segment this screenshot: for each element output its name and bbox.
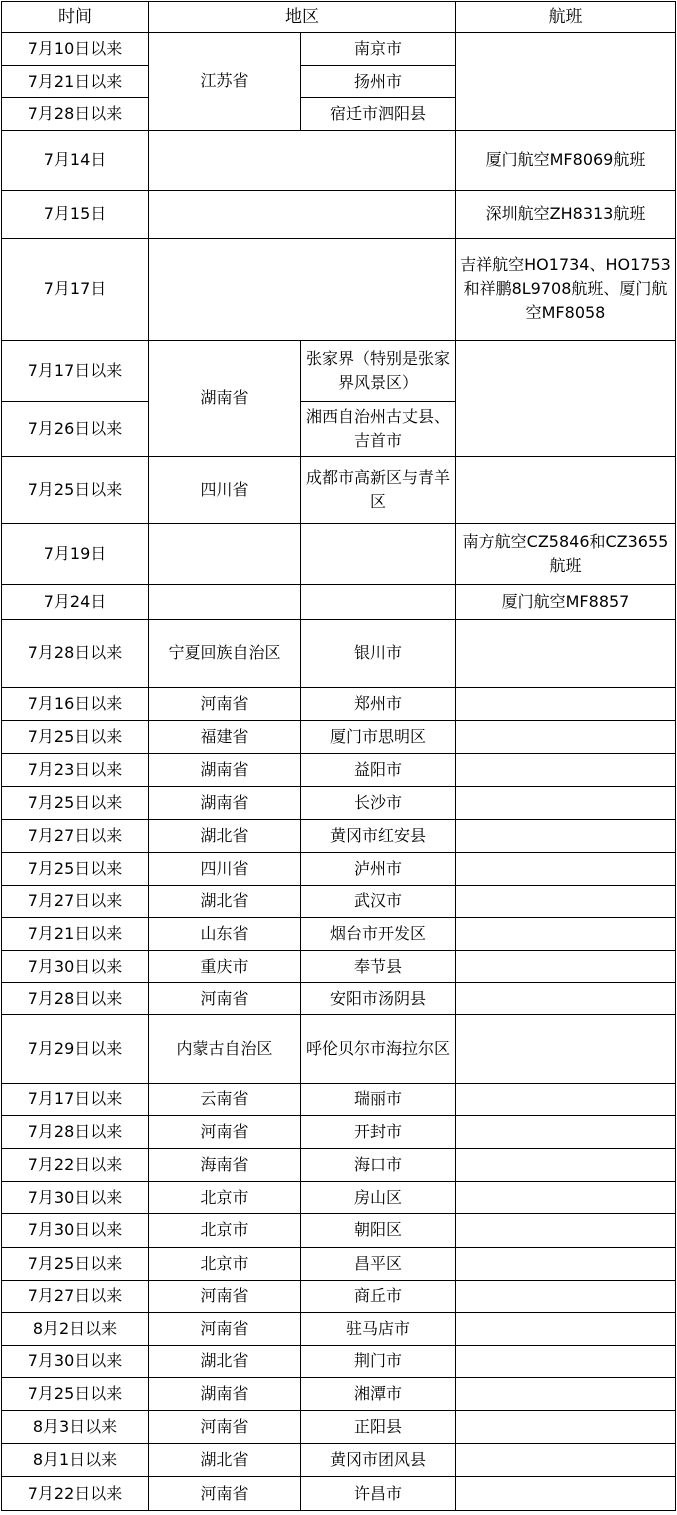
province-cell: 河南省 [149, 1477, 301, 1511]
time-cell: 7月30日以来 [2, 1345, 149, 1377]
flight-cell [456, 918, 676, 951]
city-cell: 瑞丽市 [301, 1083, 456, 1115]
time-cell: 7月26日以来 [2, 401, 149, 456]
table-row [2, 1015, 676, 1083]
time-cell: 7月25日以来 [2, 457, 149, 524]
time-cell: 7月15日 [2, 190, 149, 238]
header-row [2, 2, 676, 33]
time-cell: 7月25日以来 [2, 1378, 149, 1411]
province-cell: 河南省 [149, 983, 301, 1015]
city-cell: 成都市高新区与青羊区 [301, 457, 456, 524]
flight-cell [456, 1477, 676, 1511]
flight-cell [456, 1247, 676, 1280]
city-cell: 银川市 [301, 619, 456, 687]
province-cell: 湖北省 [149, 885, 301, 917]
province-cell: 湖南省 [149, 340, 301, 457]
table-row [2, 584, 676, 619]
city-cell: 安阳市汤阴县 [301, 983, 456, 1015]
table-row [2, 33, 676, 66]
flight-cell: 深圳航空ZH8313航班 [456, 190, 676, 238]
flight-cell [456, 688, 676, 721]
time-cell: 7月17日 [2, 239, 149, 340]
table-row [2, 852, 676, 885]
city-cell: 湘西自治州古丈县、吉首市 [301, 401, 456, 456]
city-cell: 商丘市 [301, 1280, 456, 1312]
table-row [2, 1444, 676, 1477]
flight-cell [456, 951, 676, 983]
city-cell: 张家界（特别是张家界风景区） [301, 340, 456, 401]
province-cell: 四川省 [149, 852, 301, 885]
time-cell: 7月14日 [2, 130, 149, 190]
province-cell: 江苏省 [149, 33, 301, 130]
city-cell: 正阳县 [301, 1411, 456, 1444]
table-row [2, 1083, 676, 1115]
city-cell [301, 584, 456, 619]
table-row [2, 1280, 676, 1312]
city-cell: 黄冈市红安县 [301, 819, 456, 852]
table-row [2, 983, 676, 1015]
province-cell: 海南省 [149, 1149, 301, 1182]
city-cell: 驻马店市 [301, 1312, 456, 1345]
time-cell: 7月19日 [2, 524, 149, 584]
flight-cell: 厦门航空MF8857 [456, 584, 676, 619]
flight-cell [456, 457, 676, 524]
table-row [2, 819, 676, 852]
time-cell: 7月28日以来 [2, 983, 149, 1015]
province-cell [149, 584, 301, 619]
flight-cell [456, 754, 676, 786]
time-cell: 7月25日以来 [2, 721, 149, 754]
table-row [2, 754, 676, 786]
time-cell: 7月25日以来 [2, 1247, 149, 1280]
province-cell: 北京市 [149, 1214, 301, 1247]
header-flight: 航班 [456, 2, 676, 33]
province-cell: 河南省 [149, 1280, 301, 1312]
region-cell [149, 190, 456, 238]
province-cell: 湖北省 [149, 1444, 301, 1477]
region-cell [149, 239, 456, 340]
city-cell: 武汉市 [301, 885, 456, 917]
flight-cell [456, 1411, 676, 1444]
flight-cell: 吉祥航空HO1734、HO1753和祥鹏8L9708航班、厦门航空MF8058 [456, 239, 676, 340]
city-cell: 厦门市思明区 [301, 721, 456, 754]
table-row [2, 885, 676, 917]
province-cell: 河南省 [149, 688, 301, 721]
time-cell: 7月22日以来 [2, 1477, 149, 1511]
province-cell: 北京市 [149, 1182, 301, 1214]
province-cell: 湖北省 [149, 819, 301, 852]
city-cell: 房山区 [301, 1182, 456, 1214]
time-cell: 7月29日以来 [2, 1015, 149, 1083]
time-cell: 7月17日以来 [2, 1083, 149, 1115]
flight-cell [456, 983, 676, 1015]
time-cell: 7月24日 [2, 584, 149, 619]
time-cell: 7月28日以来 [2, 1115, 149, 1148]
city-cell: 开封市 [301, 1115, 456, 1148]
flight-cell: 南方航空CZ5846和CZ3655航班 [456, 524, 676, 584]
time-cell: 7月27日以来 [2, 819, 149, 852]
city-cell: 海口市 [301, 1149, 456, 1182]
city-cell: 荆门市 [301, 1345, 456, 1377]
flight-cell [456, 885, 676, 917]
time-cell: 7月10日以来 [2, 33, 149, 66]
province-cell: 云南省 [149, 1083, 301, 1115]
table-row [2, 1214, 676, 1247]
table-row [2, 1411, 676, 1444]
province-cell: 河南省 [149, 1411, 301, 1444]
flight-cell [456, 1015, 676, 1083]
flight-cell [456, 721, 676, 754]
flight-cell: 厦门航空MF8069航班 [456, 130, 676, 190]
flight-cell [456, 1444, 676, 1477]
flight-cell [456, 1312, 676, 1345]
table-row [2, 951, 676, 983]
flight-cell [456, 1280, 676, 1312]
table-row [2, 786, 676, 819]
time-cell: 7月25日以来 [2, 786, 149, 819]
flight-cell [456, 786, 676, 819]
table-row [2, 340, 676, 401]
province-cell: 湖南省 [149, 786, 301, 819]
flight-cell [456, 340, 676, 457]
city-cell: 扬州市 [301, 66, 456, 98]
province-cell [149, 524, 301, 584]
city-cell: 益阳市 [301, 754, 456, 786]
table-row [2, 1247, 676, 1280]
table-row [2, 918, 676, 951]
flight-cell [456, 1083, 676, 1115]
flight-cell [456, 1182, 676, 1214]
time-cell: 7月21日以来 [2, 66, 149, 98]
time-cell: 7月27日以来 [2, 885, 149, 917]
province-cell: 重庆市 [149, 951, 301, 983]
city-cell [301, 524, 456, 584]
flight-cell [456, 1149, 676, 1182]
time-cell: 7月25日以来 [2, 852, 149, 885]
time-cell: 8月1日以来 [2, 1444, 149, 1477]
city-cell: 烟台市开发区 [301, 918, 456, 951]
city-cell: 宿迁市泗阳县 [301, 98, 456, 130]
time-cell: 8月3日以来 [2, 1411, 149, 1444]
table-row [2, 130, 676, 190]
flight-cell [456, 33, 676, 130]
region-cell [149, 130, 456, 190]
flight-cell [456, 1378, 676, 1411]
time-cell: 7月27日以来 [2, 1280, 149, 1312]
table-row [2, 1378, 676, 1411]
city-cell: 昌平区 [301, 1247, 456, 1280]
province-cell: 湖南省 [149, 754, 301, 786]
city-cell: 湘潭市 [301, 1378, 456, 1411]
province-cell: 北京市 [149, 1247, 301, 1280]
time-cell: 7月16日以来 [2, 688, 149, 721]
time-cell: 7月30日以来 [2, 1182, 149, 1214]
time-cell: 7月28日以来 [2, 98, 149, 130]
time-cell: 7月30日以来 [2, 1214, 149, 1247]
city-cell: 长沙市 [301, 786, 456, 819]
city-cell: 南京市 [301, 33, 456, 66]
province-cell: 河南省 [149, 1115, 301, 1148]
table-row [2, 1182, 676, 1214]
province-cell: 湖北省 [149, 1345, 301, 1377]
city-cell: 朝阳区 [301, 1214, 456, 1247]
table-row [2, 1115, 676, 1148]
time-cell: 7月28日以来 [2, 619, 149, 687]
table-row [2, 1345, 676, 1377]
time-cell: 7月17日以来 [2, 340, 149, 401]
flight-cell [456, 819, 676, 852]
header-time: 时间 [2, 2, 149, 33]
time-cell: 7月30日以来 [2, 951, 149, 983]
province-cell: 内蒙古自治区 [149, 1015, 301, 1083]
flight-cell [456, 852, 676, 885]
province-cell: 河南省 [149, 1312, 301, 1345]
table-row [2, 619, 676, 687]
province-cell: 四川省 [149, 457, 301, 524]
flight-cell [456, 619, 676, 687]
city-cell: 郑州市 [301, 688, 456, 721]
table-row [2, 239, 676, 340]
city-cell: 呼伦贝尔市海拉尔区 [301, 1015, 456, 1083]
table-row [2, 1312, 676, 1345]
province-cell: 福建省 [149, 721, 301, 754]
city-cell: 泸州市 [301, 852, 456, 885]
table-row [2, 1477, 676, 1511]
table-row [2, 688, 676, 721]
table-row [2, 524, 676, 584]
province-cell: 山东省 [149, 918, 301, 951]
flight-cell [456, 1115, 676, 1148]
province-cell: 湖南省 [149, 1378, 301, 1411]
time-cell: 7月21日以来 [2, 918, 149, 951]
city-cell: 黄冈市团风县 [301, 1444, 456, 1477]
city-cell: 奉节县 [301, 951, 456, 983]
city-cell: 许昌市 [301, 1477, 456, 1511]
flight-cell [456, 1214, 676, 1247]
table-row [2, 457, 676, 524]
time-cell: 7月23日以来 [2, 754, 149, 786]
table-row [2, 721, 676, 754]
time-cell: 8月2日以来 [2, 1312, 149, 1345]
header-region: 地区 [149, 2, 456, 33]
table-row [2, 1149, 676, 1182]
province-cell: 宁夏回族自治区 [149, 619, 301, 687]
flight-cell [456, 1345, 676, 1377]
risk-area-table [1, 1, 676, 1511]
time-cell: 7月22日以来 [2, 1149, 149, 1182]
table-row [2, 190, 676, 238]
